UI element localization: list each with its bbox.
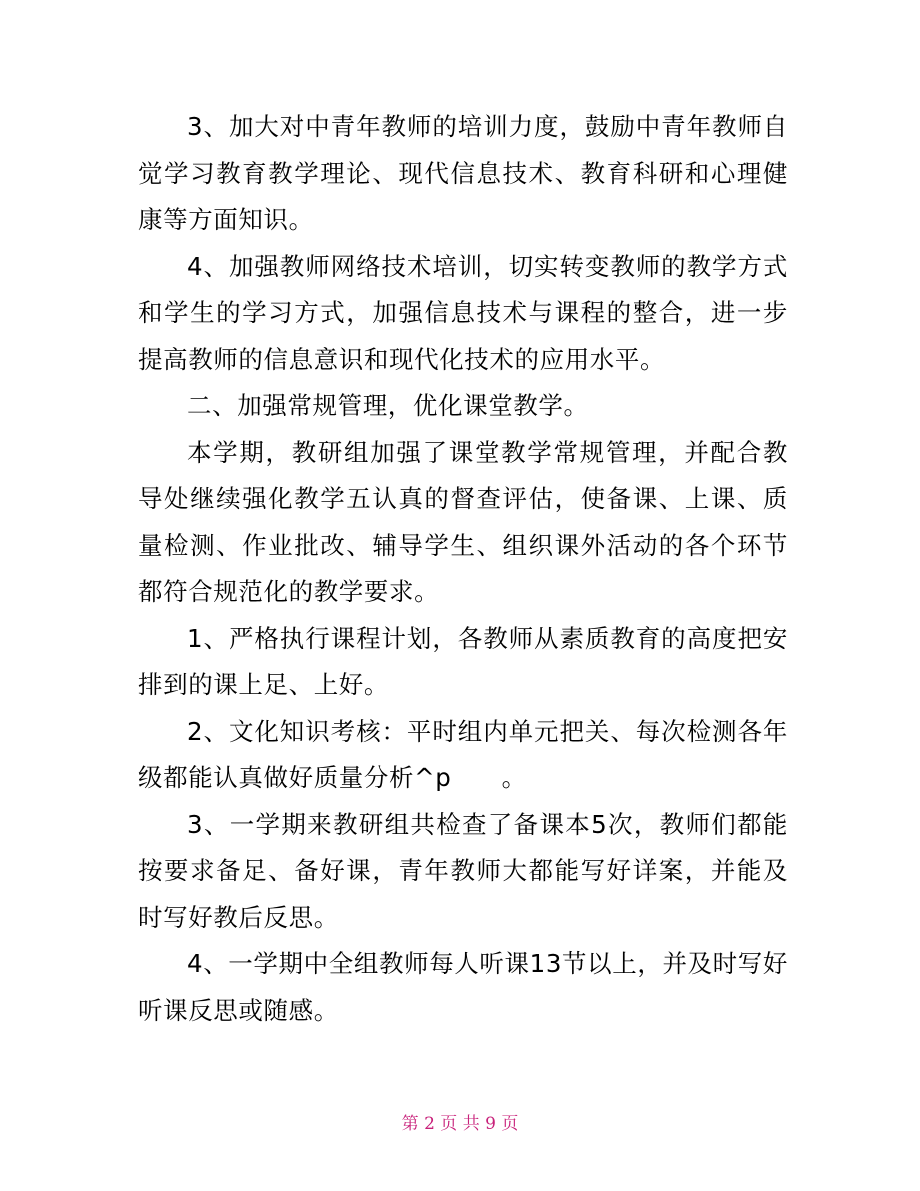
paragraph-knowledge-assessment: 2、文化知识考核：平时组内单元把关、每次检测各年级都能认真做好质量分析^p 。 xyxy=(138,716,788,792)
paragraph-class-observation: 4、一学期中全组教师每人听课13节以上，并及时写好听课反思或随感。 xyxy=(138,949,788,1025)
page-number-footer: 第 2 页 共 9 页 xyxy=(401,1114,519,1134)
paragraph-course-plan: 1、严格执行课程计划，各教师从素质教育的高度把安排到的课上足、上好。 xyxy=(138,623,788,699)
document-body xyxy=(138,104,788,1034)
paragraph-teacher-training: 3、加大对中青年教师的培训力度，鼓励中青年教师自觉学习教育教学理论、现代信息技术、教育科研和心理健康等方面知识。 xyxy=(138,112,788,234)
paragraph-network-training: 4、加强教师网络技术培训，切实转变教师的教学方式和学生的学习方式，加强信息技术与课程的整合，进一步提高教师的信息意识和现代化技术的应用水平。 xyxy=(138,251,788,374)
paragraph-lesson-plan-check: 3、一学期来教研组共检查了备课本5次，教师们都能按要求备足、备好课，青年教师大都能写好详案，并能及时写好教后反思。 xyxy=(138,809,788,932)
paragraph-semester-overview: 本学期，教研组加强了课堂教学常规管理，并配合教导处继续强化教学五认真的督查评估，使备课、上课、质量检测、作业批改、辅导学生、组织课外活动的各个环节都符合规范化的教学要求。 xyxy=(138,437,788,606)
section-heading-routine-management: 二、加强常规管理，优化课堂教学。 xyxy=(187,391,589,420)
